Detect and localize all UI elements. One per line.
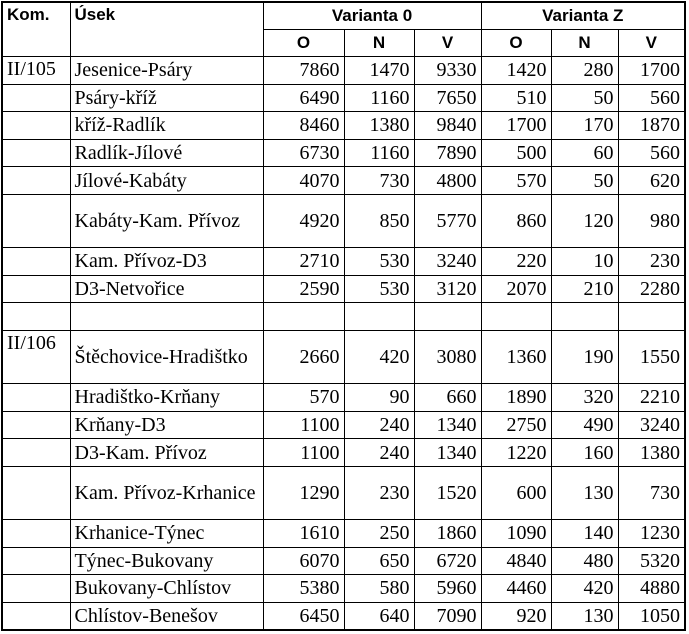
kom-cell bbox=[2, 275, 70, 303]
kom-cell bbox=[2, 575, 70, 603]
v0-v-cell: 9840 bbox=[414, 112, 481, 140]
table-row bbox=[2, 194, 685, 247]
v0-n-cell: 420 bbox=[344, 330, 414, 383]
table-row bbox=[2, 547, 685, 575]
vz-o-cell: 2070 bbox=[481, 275, 551, 303]
vz-v-cell: 1550 bbox=[618, 330, 685, 383]
vz-o-cell: 2750 bbox=[481, 411, 551, 439]
kom-cell: II/106 bbox=[2, 330, 70, 383]
vz-o-cell: 920 bbox=[481, 602, 551, 630]
kom-cell bbox=[2, 602, 70, 630]
header-kom: Kom. bbox=[2, 2, 70, 57]
v0-o-cell: 2590 bbox=[263, 275, 344, 303]
vz-o-cell: 1890 bbox=[481, 384, 551, 412]
vz-n-cell: 120 bbox=[551, 194, 618, 247]
vz-n-cell: 170 bbox=[551, 112, 618, 140]
vz-v-cell: 560 bbox=[618, 139, 685, 167]
table-row bbox=[2, 275, 685, 303]
subheader-v0-n: N bbox=[344, 30, 414, 57]
vz-v-cell: 230 bbox=[618, 248, 685, 276]
v0-n-cell: 1160 bbox=[344, 84, 414, 112]
v0-v-cell: 5770 bbox=[414, 194, 481, 247]
v0-o-cell: 4920 bbox=[263, 194, 344, 247]
v0-o-cell: 5380 bbox=[263, 575, 344, 603]
v0-n-cell: 640 bbox=[344, 602, 414, 630]
usek-cell: D3-Kam. Přívoz bbox=[70, 439, 263, 467]
usek-cell: Týnec-Bukovany bbox=[70, 547, 263, 575]
vz-o-cell: 1420 bbox=[481, 57, 551, 85]
kom-cell bbox=[2, 248, 70, 276]
kom-cell bbox=[2, 194, 70, 247]
subheader-vz-n: N bbox=[551, 30, 618, 57]
kom-cell bbox=[2, 439, 70, 467]
vz-n-cell: 210 bbox=[551, 275, 618, 303]
empty-cell bbox=[2, 303, 70, 331]
v0-v-cell: 9330 bbox=[414, 57, 481, 85]
v0-o-cell: 6450 bbox=[263, 602, 344, 630]
v0-n-cell: 250 bbox=[344, 520, 414, 548]
v0-v-cell: 1860 bbox=[414, 520, 481, 548]
v0-n-cell: 530 bbox=[344, 275, 414, 303]
empty-cell bbox=[551, 303, 618, 331]
v0-v-cell: 6720 bbox=[414, 547, 481, 575]
table-row bbox=[2, 167, 685, 195]
v0-v-cell: 3120 bbox=[414, 275, 481, 303]
v0-n-cell: 1160 bbox=[344, 139, 414, 167]
v0-o-cell: 2660 bbox=[263, 330, 344, 383]
usek-cell: Kabáty-Kam. Přívoz bbox=[70, 194, 263, 247]
v0-n-cell: 230 bbox=[344, 466, 414, 519]
subheader-vz-v: V bbox=[618, 30, 685, 57]
table-row bbox=[2, 602, 685, 630]
v0-v-cell: 660 bbox=[414, 384, 481, 412]
v0-o-cell: 6490 bbox=[263, 84, 344, 112]
usek-cell: D3-Netvořice bbox=[70, 275, 263, 303]
usek-cell: Chlístov-Benešov bbox=[70, 602, 263, 630]
vz-n-cell: 140 bbox=[551, 520, 618, 548]
v0-o-cell: 2710 bbox=[263, 248, 344, 276]
vz-v-cell: 2280 bbox=[618, 275, 685, 303]
table-row bbox=[2, 112, 685, 140]
usek-cell: Radlík-Jílové bbox=[70, 139, 263, 167]
v0-n-cell: 240 bbox=[344, 439, 414, 467]
vz-o-cell: 4460 bbox=[481, 575, 551, 603]
vz-n-cell: 10 bbox=[551, 248, 618, 276]
vz-v-cell: 5320 bbox=[618, 547, 685, 575]
table-row bbox=[2, 520, 685, 548]
v0-n-cell: 650 bbox=[344, 547, 414, 575]
v0-n-cell: 1470 bbox=[344, 57, 414, 85]
vz-o-cell: 4840 bbox=[481, 547, 551, 575]
vz-o-cell: 1090 bbox=[481, 520, 551, 548]
v0-o-cell: 1610 bbox=[263, 520, 344, 548]
usek-cell: Kam. Přívoz-D3 bbox=[70, 248, 263, 276]
usek-cell: Kam. Přívoz-Krhanice bbox=[70, 466, 263, 519]
v0-v-cell: 3080 bbox=[414, 330, 481, 383]
empty-cell bbox=[481, 303, 551, 331]
v0-v-cell: 5960 bbox=[414, 575, 481, 603]
v0-o-cell: 570 bbox=[263, 384, 344, 412]
vz-v-cell: 980 bbox=[618, 194, 685, 247]
vz-o-cell: 220 bbox=[481, 248, 551, 276]
v0-v-cell: 1340 bbox=[414, 439, 481, 467]
usek-cell: Psáry-kříž bbox=[70, 84, 263, 112]
kom-cell bbox=[2, 547, 70, 575]
vz-n-cell: 480 bbox=[551, 547, 618, 575]
subheader-v0-o: O bbox=[263, 30, 344, 57]
vz-o-cell: 1220 bbox=[481, 439, 551, 467]
vz-o-cell: 500 bbox=[481, 139, 551, 167]
v0-o-cell: 8460 bbox=[263, 112, 344, 140]
vz-n-cell: 190 bbox=[551, 330, 618, 383]
empty-cell bbox=[618, 303, 685, 331]
vz-n-cell: 130 bbox=[551, 602, 618, 630]
kom-cell bbox=[2, 84, 70, 112]
vz-v-cell: 1380 bbox=[618, 439, 685, 467]
vz-v-cell: 620 bbox=[618, 167, 685, 195]
v0-o-cell: 7860 bbox=[263, 57, 344, 85]
vz-v-cell: 4880 bbox=[618, 575, 685, 603]
v0-o-cell: 6070 bbox=[263, 547, 344, 575]
empty-cell bbox=[414, 303, 481, 331]
vz-n-cell: 280 bbox=[551, 57, 618, 85]
vz-o-cell: 860 bbox=[481, 194, 551, 247]
v0-n-cell: 90 bbox=[344, 384, 414, 412]
v0-o-cell: 1100 bbox=[263, 439, 344, 467]
vz-v-cell: 3240 bbox=[618, 411, 685, 439]
vz-n-cell: 50 bbox=[551, 167, 618, 195]
vz-v-cell: 1230 bbox=[618, 520, 685, 548]
table-row bbox=[2, 466, 685, 519]
v0-v-cell: 7650 bbox=[414, 84, 481, 112]
usek-cell: Hradištko-Krňany bbox=[70, 384, 263, 412]
vz-n-cell: 420 bbox=[551, 575, 618, 603]
vz-v-cell: 730 bbox=[618, 466, 685, 519]
vz-n-cell: 130 bbox=[551, 466, 618, 519]
v0-n-cell: 1380 bbox=[344, 112, 414, 140]
table-row bbox=[2, 84, 685, 112]
table-row bbox=[2, 330, 685, 383]
kom-cell: II/105 bbox=[2, 57, 70, 85]
header-variant-z: Varianta Z bbox=[481, 2, 685, 30]
usek-cell: Bukovany-Chlístov bbox=[70, 575, 263, 603]
v0-v-cell: 1520 bbox=[414, 466, 481, 519]
vz-n-cell: 60 bbox=[551, 139, 618, 167]
vz-v-cell: 2210 bbox=[618, 384, 685, 412]
kom-cell bbox=[2, 520, 70, 548]
kom-cell bbox=[2, 167, 70, 195]
subheader-vz-o: O bbox=[481, 30, 551, 57]
v0-n-cell: 240 bbox=[344, 411, 414, 439]
kom-cell bbox=[2, 112, 70, 140]
table-row bbox=[2, 139, 685, 167]
v0-n-cell: 730 bbox=[344, 167, 414, 195]
vz-v-cell: 560 bbox=[618, 84, 685, 112]
v0-n-cell: 850 bbox=[344, 194, 414, 247]
vz-v-cell: 1870 bbox=[618, 112, 685, 140]
table-row bbox=[2, 248, 685, 276]
v0-o-cell: 6730 bbox=[263, 139, 344, 167]
table-row bbox=[2, 411, 685, 439]
v0-v-cell: 1340 bbox=[414, 411, 481, 439]
empty-cell bbox=[70, 303, 263, 331]
kom-cell bbox=[2, 384, 70, 412]
v0-o-cell: 4070 bbox=[263, 167, 344, 195]
vz-o-cell: 600 bbox=[481, 466, 551, 519]
v0-v-cell: 7890 bbox=[414, 139, 481, 167]
header-variant-0: Varianta 0 bbox=[263, 2, 481, 30]
vz-o-cell: 1700 bbox=[481, 112, 551, 140]
kom-cell bbox=[2, 139, 70, 167]
usek-cell: Krhanice-Týnec bbox=[70, 520, 263, 548]
empty-cell bbox=[344, 303, 414, 331]
usek-cell: Jílové-Kabáty bbox=[70, 167, 263, 195]
usek-cell: Krňany-D3 bbox=[70, 411, 263, 439]
vz-o-cell: 1360 bbox=[481, 330, 551, 383]
table-row bbox=[2, 575, 685, 603]
vz-o-cell: 570 bbox=[481, 167, 551, 195]
v0-v-cell: 4800 bbox=[414, 167, 481, 195]
spacer-row bbox=[2, 303, 685, 331]
vz-v-cell: 1700 bbox=[618, 57, 685, 85]
vz-n-cell: 50 bbox=[551, 84, 618, 112]
usek-cell: Jesenice-Psáry bbox=[70, 57, 263, 85]
vz-n-cell: 490 bbox=[551, 411, 618, 439]
v0-n-cell: 530 bbox=[344, 248, 414, 276]
v0-n-cell: 580 bbox=[344, 575, 414, 603]
vz-o-cell: 510 bbox=[481, 84, 551, 112]
usek-cell: Štěchovice-Hradištko bbox=[70, 330, 263, 383]
vz-v-cell: 1050 bbox=[618, 602, 685, 630]
header-usek: Úsek bbox=[70, 2, 263, 57]
v0-v-cell: 3240 bbox=[414, 248, 481, 276]
table-row bbox=[2, 384, 685, 412]
v0-v-cell: 7090 bbox=[414, 602, 481, 630]
v0-o-cell: 1100 bbox=[263, 411, 344, 439]
vz-n-cell: 320 bbox=[551, 384, 618, 412]
table-row bbox=[2, 439, 685, 467]
subheader-v0-v: V bbox=[414, 30, 481, 57]
traffic-table bbox=[1, 1, 686, 631]
v0-o-cell: 1290 bbox=[263, 466, 344, 519]
table-row bbox=[2, 57, 685, 85]
kom-cell bbox=[2, 466, 70, 519]
vz-n-cell: 160 bbox=[551, 439, 618, 467]
table-body bbox=[2, 57, 685, 631]
usek-cell: kříž-Radlík bbox=[70, 112, 263, 140]
empty-cell bbox=[263, 303, 344, 331]
kom-cell bbox=[2, 411, 70, 439]
